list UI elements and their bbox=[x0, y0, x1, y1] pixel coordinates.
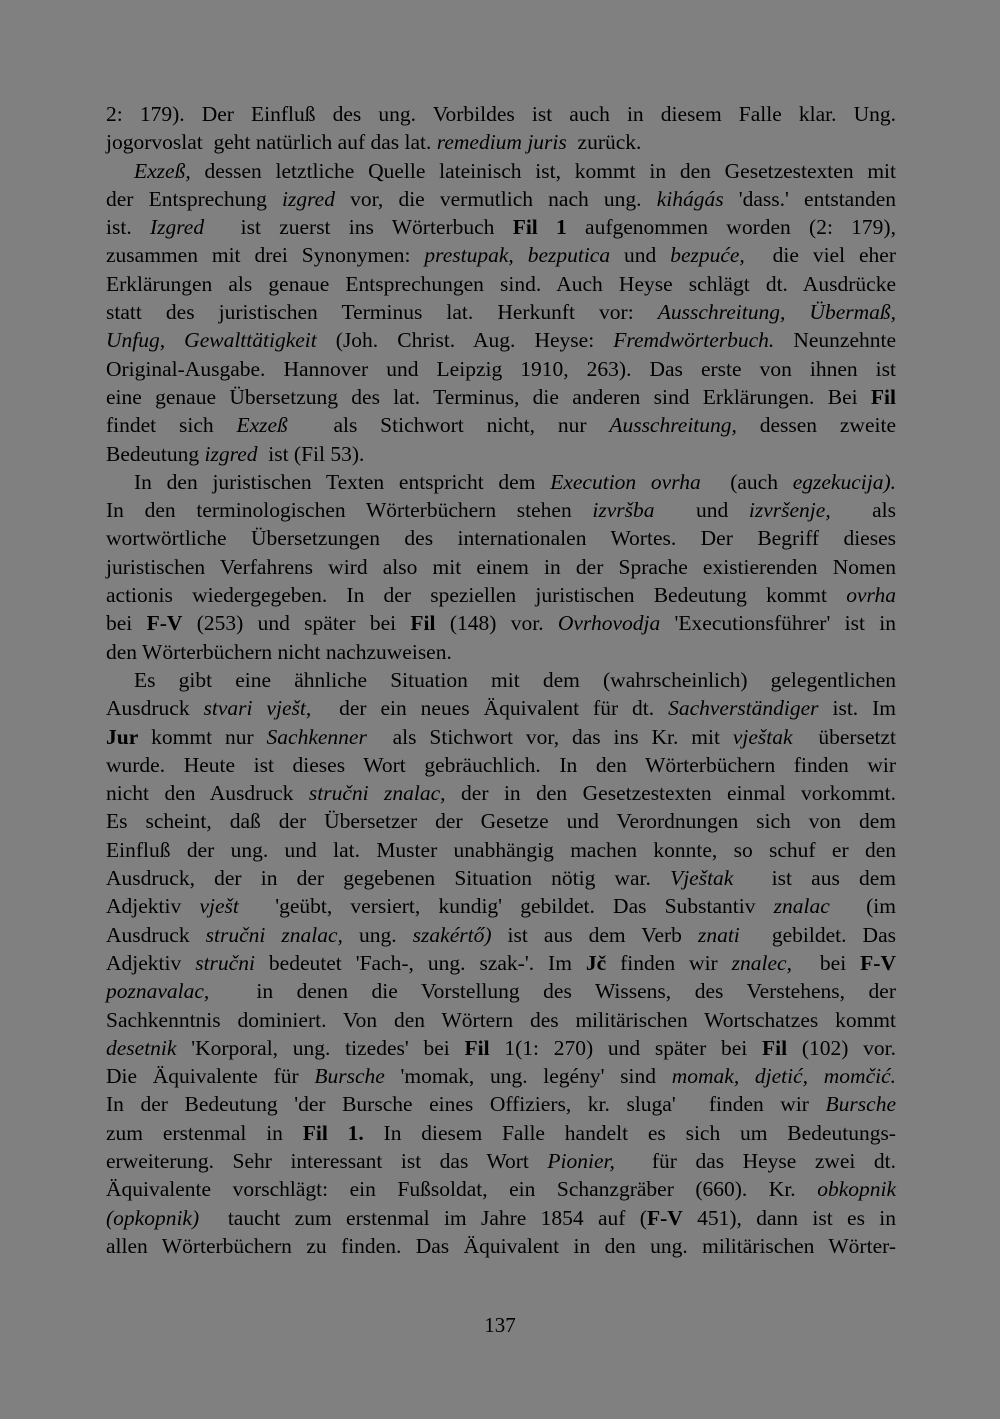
text-line bbox=[106, 1204, 896, 1232]
text-segment: ist. bbox=[106, 215, 150, 240]
text-segment: dessen zweite bbox=[736, 413, 896, 438]
text-line bbox=[106, 1232, 896, 1260]
text-segment: Sachverständiger bbox=[668, 696, 819, 721]
text-segment: für das Heyse zwei dt. bbox=[614, 1148, 896, 1173]
text-segment: (102) vor. bbox=[787, 1035, 896, 1060]
text-segment: 1(1: 270) und später bei bbox=[489, 1035, 762, 1060]
text-line bbox=[106, 270, 896, 298]
text-segment: ist aus dem Verb bbox=[491, 922, 698, 947]
text-segment: dessen letztliche Quelle lateinisch ist, kommt in den Gesetzestexten mit bbox=[190, 158, 896, 183]
text-segment: kommt nur bbox=[138, 724, 267, 749]
text-segment: Äquivalente vorschlägt: ein Fußsoldat, ein Schanzgräber (660). Kr. bbox=[106, 1177, 818, 1202]
text-line bbox=[106, 836, 896, 864]
text-segment: übersetzt bbox=[792, 724, 896, 749]
text-segment: 'geübt, versiert, kundig' gebildet. Das Substantiv bbox=[238, 894, 774, 919]
text-segment: Pionier, bbox=[547, 1148, 615, 1173]
text-line bbox=[106, 581, 896, 609]
text-segment: szakértő) bbox=[412, 922, 492, 947]
text-line bbox=[106, 864, 896, 892]
text-segment: der Entsprechung bbox=[106, 186, 282, 211]
text-segment: prestupak, bezputica bbox=[424, 243, 611, 268]
text-segment: ist aus dem bbox=[733, 866, 896, 891]
text-segment: Izgred bbox=[149, 215, 205, 240]
text-segment: Original-Ausgabe. Hannover und Leipzig 1910, 263). Das erste von ihnen ist bbox=[106, 356, 896, 381]
text-segment: In den juristischen Texten entspricht dem bbox=[134, 469, 551, 494]
text-segment: 'momak, ung. legény' sind bbox=[384, 1064, 672, 1089]
text-line bbox=[106, 185, 896, 213]
text-line bbox=[106, 1147, 896, 1175]
text-segment: der in den Gesetzestexten einmal vorkommt. bbox=[445, 781, 896, 806]
text-segment: juristischen Verfahrens wird also mit einem in der Sprache existierenden Nomen bbox=[106, 554, 896, 579]
text-segment: Die Äquivalente für bbox=[106, 1064, 315, 1089]
text-segment: ist (Fil 53). bbox=[257, 441, 365, 466]
text-segment: in denen die Vorstellung des Wissens, des Verstehens, der bbox=[209, 979, 896, 1004]
text-segment: vješt bbox=[199, 894, 239, 919]
text-segment: Jur bbox=[106, 724, 139, 749]
text-line bbox=[106, 807, 896, 835]
text-line bbox=[106, 1062, 896, 1090]
text-line bbox=[106, 355, 896, 383]
text-segment: vještak bbox=[732, 724, 793, 749]
text-line bbox=[106, 609, 896, 637]
text-segment: taucht zum erstenmal im Jahre 1854 auf ( bbox=[199, 1205, 647, 1230]
text-segment: Es gibt eine ähnliche Situation mit dem (wahrscheinlich) gelegentlichen bbox=[134, 667, 896, 692]
text-segment: Fil bbox=[410, 611, 436, 636]
text-segment: die viel eher bbox=[744, 243, 896, 268]
text-segment: Exzeß bbox=[236, 413, 288, 438]
text-segment: Es scheint, daß der Übersetzer der Gesetze und Verordnungen sich von dem bbox=[106, 809, 896, 834]
text-segment: obkopnik bbox=[817, 1177, 896, 1202]
text-segment: stručni bbox=[195, 950, 255, 975]
text-line bbox=[106, 468, 896, 496]
text-segment: Fil bbox=[870, 384, 896, 409]
text-segment: der ein neues Äquivalent für dt. bbox=[311, 696, 669, 721]
text-segment: jogorvoslat geht natürlich auf das lat. bbox=[106, 130, 437, 155]
text-segment: ung. bbox=[342, 922, 413, 947]
text-segment: izgred bbox=[282, 186, 335, 211]
text-segment: ist. Im bbox=[818, 696, 896, 721]
text-segment: egzekucija). bbox=[792, 469, 896, 494]
text-segment: bezpuće, bbox=[670, 243, 745, 268]
text-segment: stručni znalac, bbox=[308, 781, 446, 806]
text-line bbox=[106, 723, 896, 751]
text-segment: F-V bbox=[146, 611, 183, 636]
text-segment: finden wir bbox=[606, 950, 732, 975]
text-segment: znalac bbox=[773, 894, 830, 919]
text-segment: momak, djetić, momčić. bbox=[671, 1064, 896, 1089]
text-segment: wortwörtliche Übersetzungen des internationalen Wortes. Der Begriff dieses bbox=[106, 526, 896, 551]
text-segment: (auch bbox=[700, 469, 793, 494]
text-segment: Ovrhovodja bbox=[557, 611, 661, 636]
text-segment: desetnik bbox=[106, 1035, 177, 1060]
text-segment: (opkopnik) bbox=[106, 1205, 200, 1230]
text-segment: Bursche bbox=[825, 1092, 896, 1117]
text-line bbox=[106, 779, 896, 807]
text-segment: izvršba bbox=[592, 498, 655, 523]
text-segment: Fremdwörterbuch. bbox=[613, 328, 775, 353]
text-segment: ist zuerst ins Wörterbuch bbox=[204, 215, 513, 240]
text-line bbox=[106, 411, 896, 439]
text-segment: In diesem Falle handelt es sich um Bedeutungs- bbox=[363, 1120, 896, 1145]
text-line bbox=[106, 100, 896, 128]
text-line bbox=[106, 298, 896, 326]
text-segment: poznavalac, bbox=[106, 979, 210, 1004]
text-segment: 'Korporal, ung. tizedes' bei bbox=[176, 1035, 465, 1060]
text-segment: Ausdruck bbox=[106, 922, 206, 947]
text-segment: Bedeutung bbox=[106, 441, 205, 466]
text-line bbox=[106, 921, 896, 949]
text-segment: Fil bbox=[761, 1035, 788, 1060]
text-segment: Jč bbox=[585, 950, 607, 975]
text-segment: allen Wörterbüchern zu finden. Das Äquivalent in den ung. militärischen Wörter- bbox=[106, 1233, 896, 1258]
text-segment: remedium juris bbox=[436, 130, 567, 155]
text-segment: Ausdruck, der in der gegebenen Situation nötig war. bbox=[106, 866, 671, 891]
text-line bbox=[106, 1119, 896, 1147]
text-line bbox=[106, 241, 896, 269]
text-segment: izgred bbox=[204, 441, 258, 466]
text-segment: (im bbox=[829, 894, 897, 919]
text-segment: und bbox=[654, 498, 749, 523]
text-segment: Einfluß der ung. und lat. Muster unabhängig machen konnte, so schuf er den bbox=[106, 837, 896, 862]
page-number: 137 bbox=[484, 1313, 516, 1337]
text-line bbox=[106, 496, 896, 524]
text-segment: Fil 1 bbox=[512, 215, 567, 240]
text-line bbox=[106, 440, 896, 468]
text-segment: gebildet. Das bbox=[739, 922, 896, 947]
text-segment: bei bbox=[791, 950, 861, 975]
text-segment: zusammen mit drei Synonymen: bbox=[106, 243, 425, 268]
text-segment: Adjektiv bbox=[106, 950, 196, 975]
text-segment: (253) und später bei bbox=[182, 611, 411, 636]
text-segment: Ausdruck bbox=[106, 696, 204, 721]
text-segment: statt des juristischen Terminus lat. Herkunft vor: bbox=[106, 300, 658, 325]
text-segment: nicht den Ausdruck bbox=[106, 781, 309, 806]
text-segment: Bursche bbox=[314, 1064, 385, 1089]
text-line bbox=[106, 1006, 896, 1034]
text-line bbox=[106, 694, 896, 722]
text-segment: eine genaue Übersetzung des lat. Terminus, die anderen sind Erklärungen. Bei bbox=[106, 384, 871, 409]
text-segment: Neunzehnte bbox=[774, 328, 897, 353]
text-segment: Vještak bbox=[670, 866, 734, 891]
text-line bbox=[106, 1090, 896, 1118]
text-segment: Ausschreitung, Übermaß, bbox=[657, 300, 897, 325]
text-line bbox=[106, 157, 896, 185]
text-segment: Erklärungen als genaue Entsprechungen sind. Auch Heyse schlägt dt. Ausdrücke bbox=[106, 271, 896, 296]
text-segment: Fil bbox=[464, 1035, 490, 1060]
text-segment: (148) vor. bbox=[435, 611, 558, 636]
text-segment: Unfug, Gewalttätigkeit bbox=[106, 328, 317, 353]
text-segment: findet sich bbox=[106, 413, 237, 438]
text-segment: (Joh. Christ. Aug. Heyse: bbox=[316, 328, 614, 353]
text-line bbox=[106, 892, 896, 920]
text-segment: In der Bedeutung 'der Bursche eines Offiziers, kr. sluga' finden wir bbox=[106, 1092, 826, 1117]
text-segment: Execution ovrha bbox=[550, 469, 701, 494]
text-line bbox=[106, 977, 896, 1005]
text-segment: F-V bbox=[646, 1205, 683, 1230]
text-segment: wurde. Heute ist dieses Wort gebräuchlich. In den Wörterbüchern finden wir bbox=[106, 752, 896, 777]
text-segment: ovrha bbox=[846, 583, 896, 608]
text-line bbox=[106, 383, 896, 411]
text-segment: bei bbox=[106, 611, 147, 636]
text-segment: Sachkenner bbox=[266, 724, 367, 749]
text-line bbox=[106, 1034, 896, 1062]
text-segment: als bbox=[830, 498, 896, 523]
text-segment: erweiterung. Sehr interessant ist das Wort bbox=[106, 1148, 548, 1173]
text-segment: 451), dann ist es in bbox=[682, 1205, 897, 1230]
text-segment: Ausschreitung, bbox=[609, 413, 737, 438]
text-segment: zum erstenmal in bbox=[106, 1120, 303, 1145]
text-line bbox=[106, 326, 896, 354]
text-segment: 'dass.' entstanden bbox=[723, 186, 897, 211]
body-text bbox=[106, 100, 896, 1260]
text-segment: znati bbox=[697, 922, 740, 947]
text-line bbox=[106, 1175, 896, 1203]
text-segment: aufgenommen worden (2: 179), bbox=[566, 215, 896, 240]
text-segment: den Wörterbüchern nicht nachzuweisen. bbox=[106, 639, 452, 664]
text-line bbox=[106, 638, 896, 666]
text-segment: stvari vješt, bbox=[203, 696, 312, 721]
text-segment: Fil 1. bbox=[302, 1120, 364, 1145]
text-segment: stručni znalac, bbox=[205, 922, 343, 947]
text-segment: actionis wiedergegeben. In der speziellen juristischen Bedeutung kommt bbox=[106, 583, 847, 608]
text-line bbox=[106, 949, 896, 977]
text-segment: und bbox=[610, 243, 671, 268]
text-segment: izvršenje, bbox=[748, 498, 831, 523]
text-segment: als Stichwort nicht, nur bbox=[287, 413, 610, 438]
text-segment: Adjektiv bbox=[106, 894, 200, 919]
text-segment: Exzeß, bbox=[134, 158, 191, 183]
text-line bbox=[106, 553, 896, 581]
text-segment: zurück. bbox=[566, 130, 642, 155]
text-line bbox=[106, 213, 896, 241]
text-segment: bedeutet 'Fach-, ung. szak-'. Im bbox=[254, 950, 586, 975]
text-segment: znalec, bbox=[731, 950, 792, 975]
text-segment: Sachkenntnis dominiert. Von den Wörtern des militärischen Wortschatzes kommt bbox=[106, 1007, 896, 1032]
text-segment: 'Executionsführer' ist in bbox=[660, 611, 897, 636]
text-segment: als Stichwort vor, das ins Kr. mit bbox=[366, 724, 733, 749]
text-line bbox=[106, 666, 896, 694]
text-segment: F-V bbox=[860, 950, 896, 975]
text-line bbox=[106, 128, 896, 156]
text-line bbox=[106, 751, 896, 779]
text-segment: vor, die vermutlich nach ung. bbox=[334, 186, 657, 211]
text-segment: 2: 179). Der Einfluß des ung. Vorbildes ist auch in diesem Falle klar. Ung. bbox=[106, 102, 896, 126]
text-line bbox=[106, 524, 896, 552]
text-segment: In den terminologischen Wörterbüchern stehen bbox=[106, 498, 593, 523]
text-segment: kihágás bbox=[656, 186, 724, 211]
